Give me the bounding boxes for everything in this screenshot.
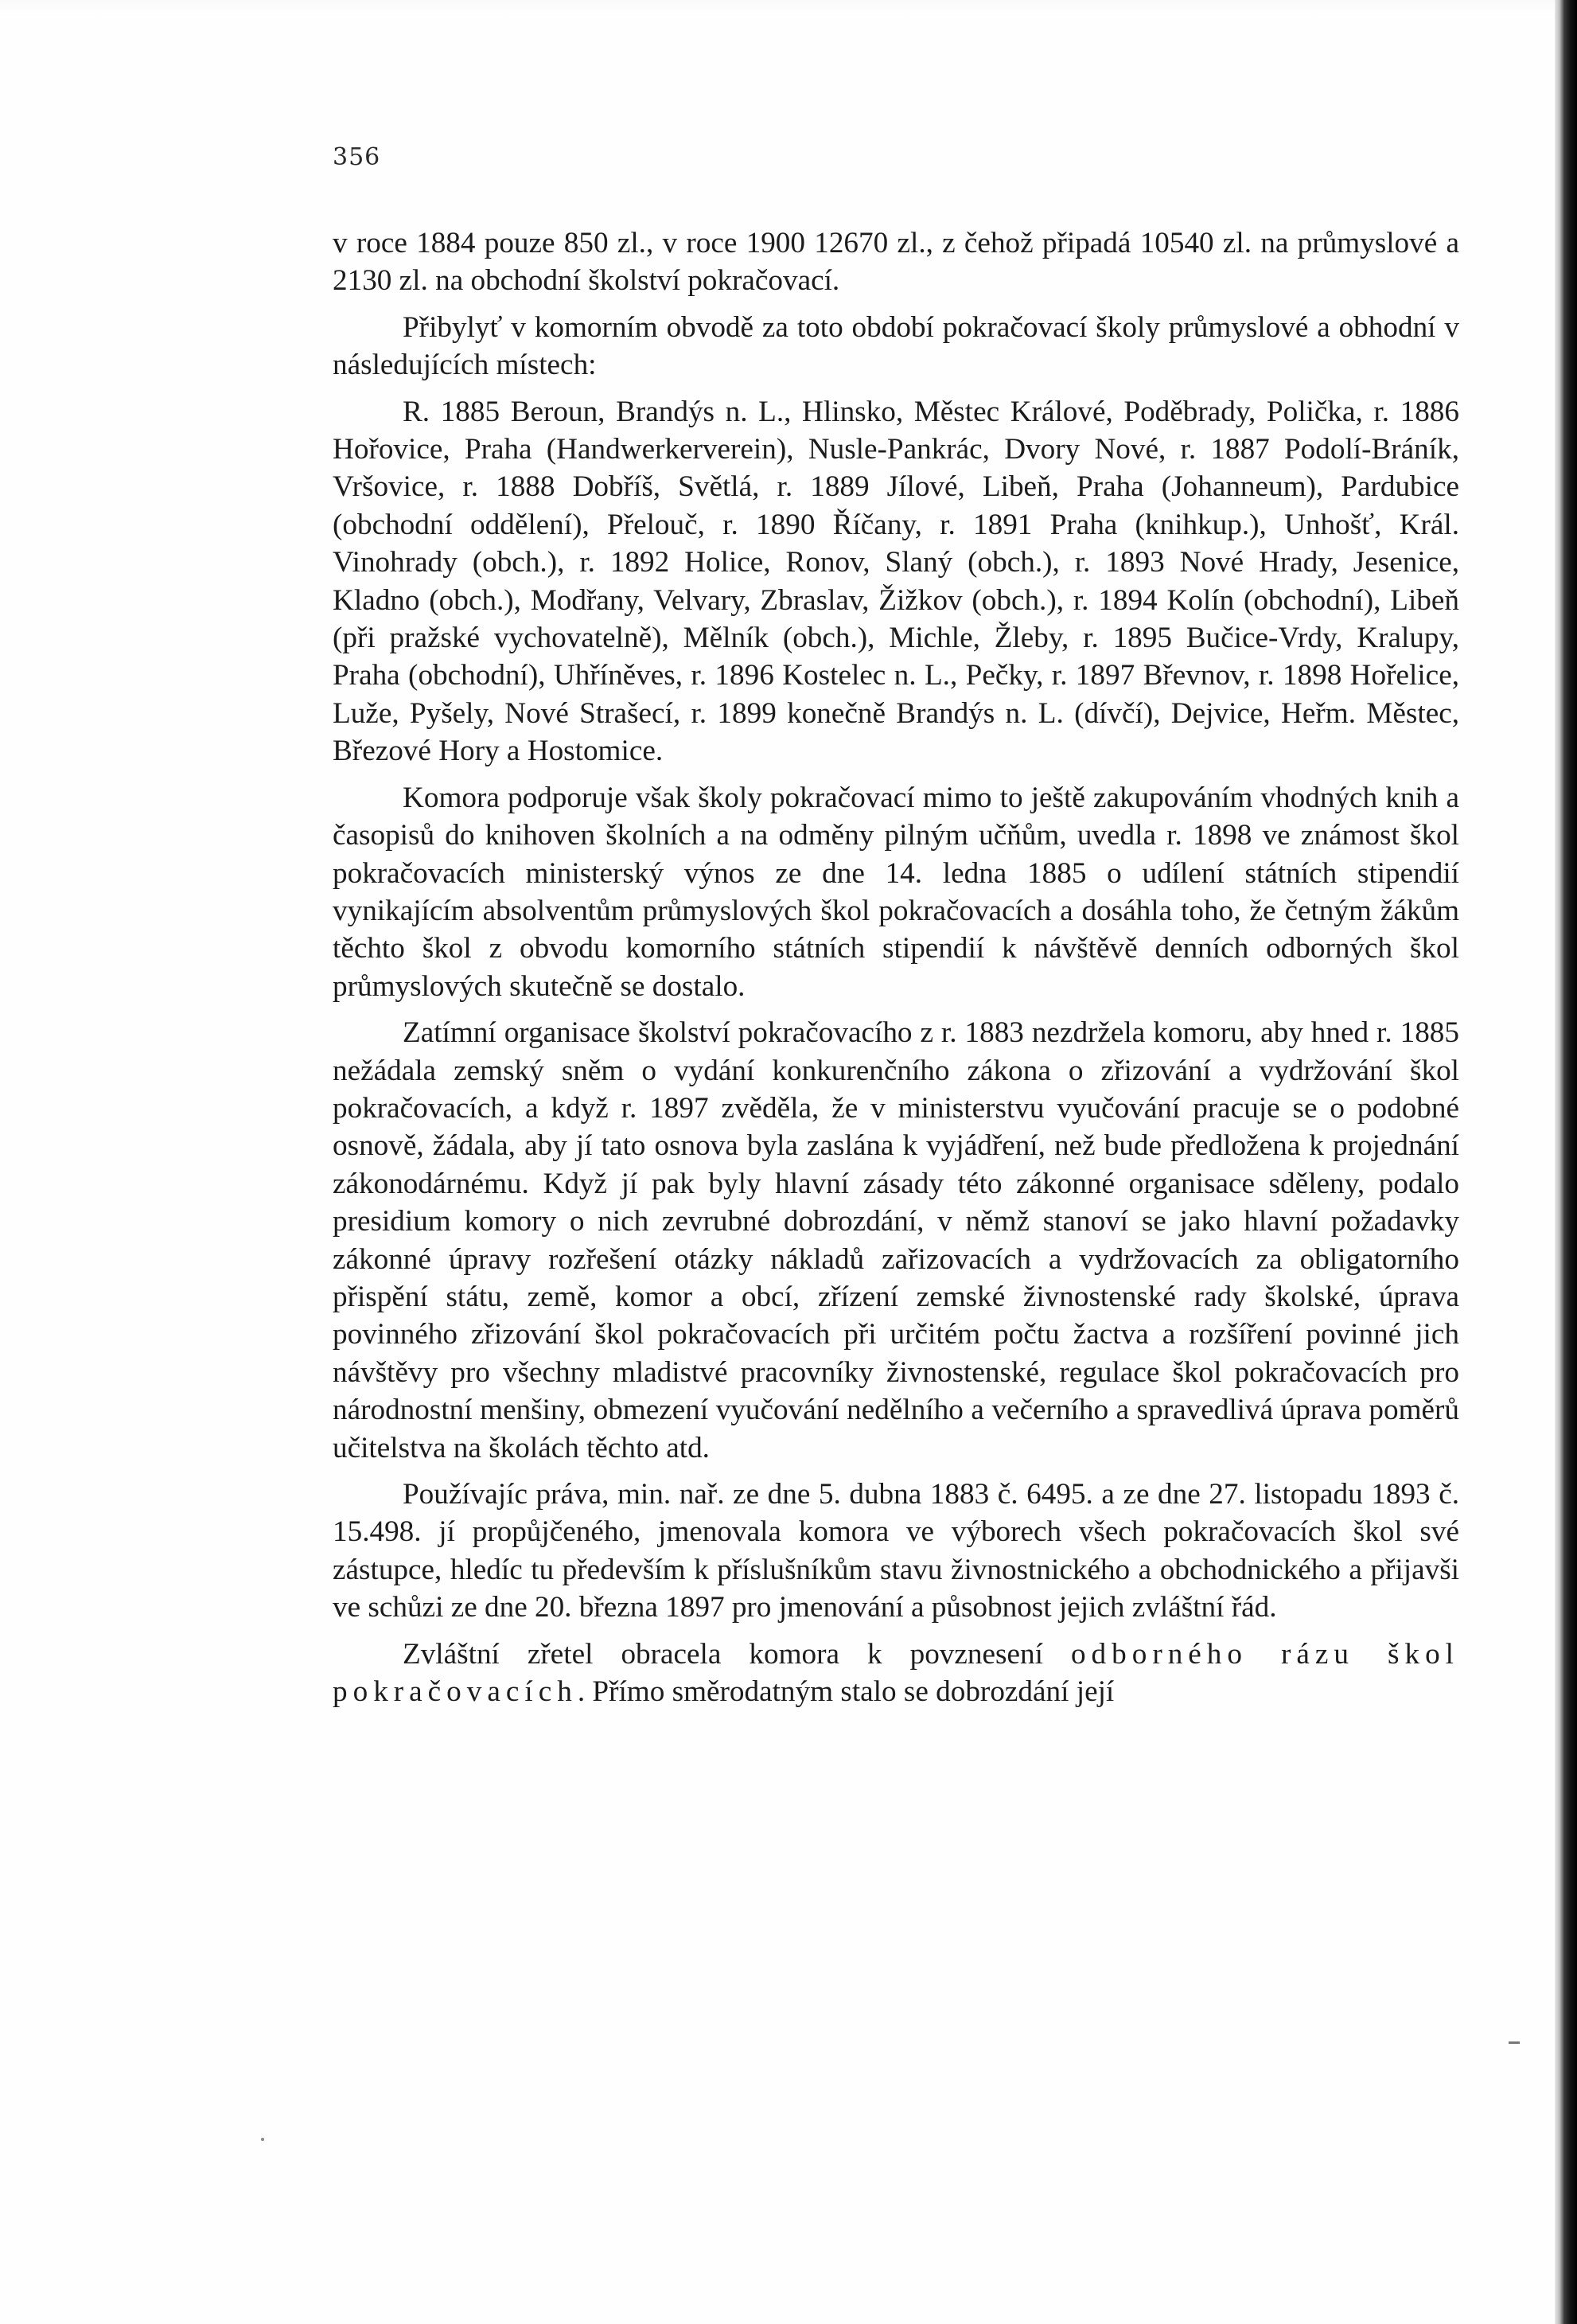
margin-dash-mark [1509, 2041, 1520, 2044]
paragraph-3-locations: R. 1885 Beroun, Brandýs n. L., Hlinsko, Městec Králové, Poděbrady, Polička, r. 1886 Hořovice, Praha (Handwerkerverein), Nusle-Pankrác, Dvory Nové, r. 1887 Podolí-Bráník, Vršovice, r. 1888 Dobříš, Světlá, r. 1889 Jílové, Libeň, Praha (Johanneum), Pardubice (obchodní oddělení), Přelouč, r. 1890 Říčany, r. 1891 Praha (knihkup.), Unhošť, Král. Vinohrady (obch.), r. 1892 Holice, Ronov, Slaný (obch.), r. 1893 Nové Hrady, Jesenice, Kladno (obch.), Modřany, Velvary, Zbraslav, Žižkov (obch.), r. 1894 Kolín (obchodní), Libeň (při pražské vychovatelně), Mělník (obch.), Michle, Žleby, r. 1895 Bučice-Vrdy, Kralupy, Praha (obchodní), Uhříněves, r. 1896 Kostelec n. L., Pečky, r. 1897 Břevnov, r. 1898 Hořelice, Luže, Pyšely, Nové Strašecí, r. 1899 konečně Brandýs n. L. (dívčí), Dejvice, Heřm. Městec, Březové Hory a Hostomice. [333, 395, 1459, 768]
paragraph-7-end: . Přímo směrodatným stalo se dobrozdání její [577, 1675, 1115, 1709]
paragraph-4: Komora podporuje však školy pokračovací mimo to ještě zakupováním vhodných knih a časopisů do knihoven školních a na odměny pilným učňům, uvedla r. 1898 ve známost škol pokračovacích ministerský výnos ze dne 14. ledna 1885 o udílení státních stipendií vynikajícím absolventům průmyslových škol pokračovacích a dosáhla toho, že četným žákům těchto škol z obvodu komorního státních stipendií k návštěvě denních odborných škol průmyslových skutečně se dostalo. [333, 781, 1459, 1003]
paragraph-1: v roce 1884 pouze 850 zl., v roce 1900 12670 zl., z čehož připadá 10540 zl. na průmyslové a 2130 zl. na obchodní školství pokračovací. [333, 227, 1459, 298]
paragraph-7-emphasis: odborného rázu škol pokračovacích [333, 1637, 1459, 1709]
paragraph-7 [333, 1636, 1459, 1711]
scan-right-edge [1555, 0, 1577, 2324]
paragraph-2: Přibylyť v komorním obvodě za toto období pokračovací školy průmyslové a obhodní v následujících místech: [333, 310, 1459, 382]
scan-top-edge [0, 0, 1577, 18]
paragraph-7-start: Zvláštní zřetel obracela komora k povznesení [403, 1637, 1043, 1671]
scan-speck [261, 2138, 264, 2141]
body-text [333, 224, 1459, 1719]
paragraph-6: Používajíc práva, min. nař. ze dne 5. dubna 1883 č. 6495. a ze dne 27. listopadu 1893 č. 15.498. jí propůjčeného, jmenovala komora ve výborech všech pokračovacích škol své zástupce, hledíc tu především k příslušníkům stavu živnostnického a obchodnického a přijavši ve schůzi ze dne 20. března 1897 pro jmenování a působnost jejich zvláštní řád. [333, 1478, 1459, 1624]
page-number: 356 [333, 143, 381, 171]
paragraph-5: Zatímní organisace školství pokračovacího z r. 1883 nezdržela komoru, aby hned r. 1885 nežádala zemský sněm o vydání konkurenčního zákona o zřizování a vydržování škol pokračovacích, a když r. 1897 zvěděla, že v ministerstvu vyučování pracuje se o podobné osnově, žádala, aby jí tato osnova byla zaslána k vyjádření, než bude předložena k projednání zákonodárnému. Když jí pak byly hlavní zásady této zákonné organisace sděleny, podalo presidium komory o nich zevrubné dobrozdání, v němž stanoví se jako hlavní požadavky zákonné úpravy rozřešení otázky nákladů zařizovacích a vydržovacích za obligatorního přispění státu, země, komor a obcí, zřízení zemské živnostenské rady školské, úprava povinného zřizování škol pokračovacích při určitém počtu žactva a rozšíření povinné jich návštěvy pro všechny mladistvé pracovníky živnostenské, regulace škol pokračovacích pro národnostní menšiny, obmezení vyučování nedělního a večerního a spravedlivá úprava poměrů učitelstva na školách těchto atd. [333, 1016, 1459, 1464]
